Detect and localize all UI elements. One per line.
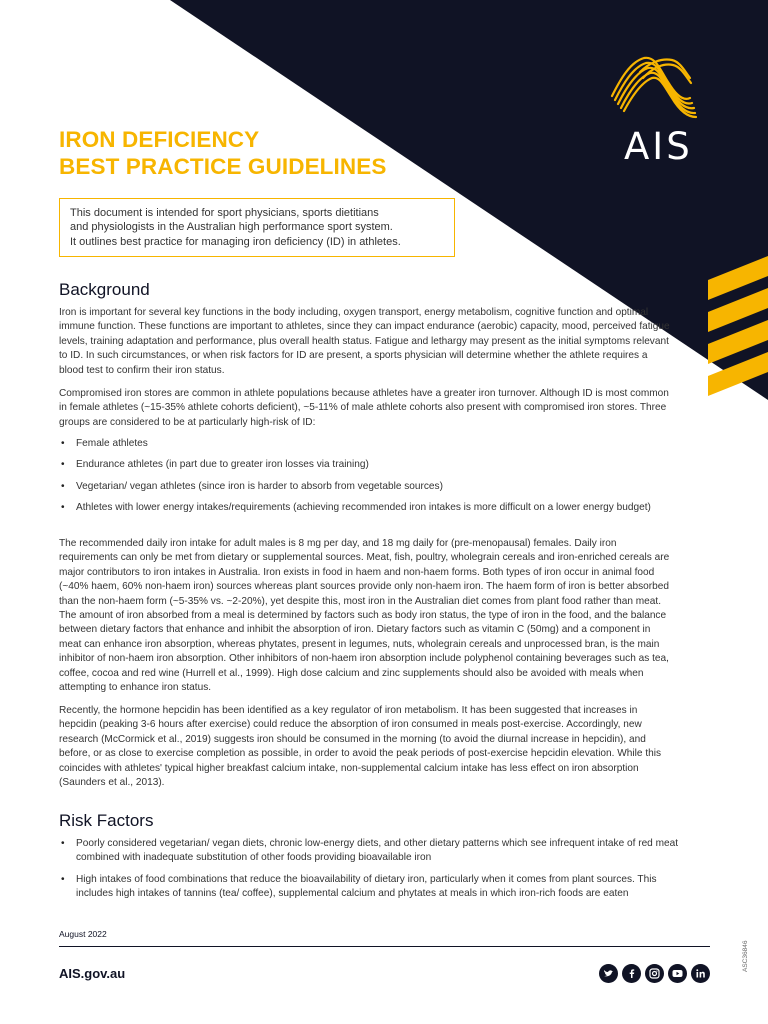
title-line-1: IRON DEFICIENCY [59,127,260,152]
intro-line-2: and physiologists in the Australian high performance sport system. [70,221,393,234]
risk-factors-heading: Risk Factors [59,811,154,830]
list-item: • Female athletes [59,437,684,451]
document-code: ASC36846 [742,940,749,972]
list-item: • Vegetarian/ vegan athletes (since iron is harder to absorb from vegetable sources) [59,480,684,494]
list-item: • Athletes with lower energy intakes/requirements (achieving recommended iron intakes is more difficult on a lower energy budget) [59,501,684,515]
footer-divider [59,946,710,947]
facebook-icon[interactable] [622,964,641,983]
title-line-2: BEST PRACTICE GUIDELINES [59,154,387,179]
background-paragraph-3: The recommended daily iron intake for adult males is 8 mg per day, and 18 mg daily for (pre-menopausal) females. Daily iron requirements can only be met from dietary or supplemental sources. Meat, fish, poultry, wholegrain cereals and iron-enriched cereals are major contributors to iron intakes in Australia. Iron exists in food in haem and non-haem forms. Both types of iron occur in animal food (~40% haem, 60% non-haem iron) sources whereas plant sources provide only non-haem iron. The haem form of iron is better absorbed than the non-haem form (~5-35% vs. ~2-20%), yet despite this, most iron in the Australian diet comes from plant food rather than meat. The amount of iron absorbed from a meal is determined by factors such as body iron status, the type of iron in the food, and the balance between dietary factors that enhance and inhibit the absorption of iron. Dietary factors such as vitamin C (50mg) and a component in meat can enhance iron absorption, whereas phytates, present in legumes, nuts, wholegrain cereals and unprocessed bran, is the main inhibitor of non-haem iron absorption. Other inhibitors of non-haem iron absorption include polyphenol containing beverages such as tea, coffee, cocoa and red wine (Hurrell et al., 1999). High dose calcium and zinc supplements should also be avoided with meals when attempting to enhance iron status. [59,538,670,694]
high-risk-groups-list [59,437,684,523]
intro-line-3: It outlines best practice for managing iron deficiency (ID) in athletes. [70,235,401,248]
website-link[interactable]: AIS.gov.au [59,966,126,981]
linkedin-icon[interactable] [691,964,710,983]
list-item: • High intakes of food combinations that reduce the bioavailability of dietary iron, particularly when it comes from plant sources. This includes high intakes of tannins (tea/ coffee), supplemental calcium and phytates at meals in which iron-rich foods are eaten [59,873,684,902]
instagram-icon[interactable] [645,964,664,983]
intro-line-1: This document is intended for sport physicians, sports dietitians [70,207,379,219]
page-title [59,126,386,180]
background-paragraph-2: Compromised iron stores are common in athlete populations because athletes have a greater iron turnover. Although ID is most common in female athletes (~15-35% athlete cohorts deficient), ~5-11% of male athlete cohorts also present with compromised iron stores. Three groups are considered to be at particularly high-risk of ID: [59,388,669,428]
risk-factors-list [59,837,684,909]
background-heading: Background [59,280,150,299]
intro-box [59,198,455,257]
ais-logo-text: AIS [624,125,693,168]
background-paragraph-4: Recently, the hormone hepcidin has been identified as a key regulator of iron metabolism. It has been suggested that increases in hepcidin (peaking 3-6 hours after exercise) could reduce the absorption of iron consumed in meals post-exercise. Accordingly, new research (McCormick et al., 2019) suggests iron should be consumed in the morning (to avoid the diurnal increase in hepcidin), and before, or as close to exercise completion as possible, in order to avoid the peak periods of post-exercise hepcidin elevation. While this coincides with athletes' typical higher breakfast calcium intake, non-supplemental calcium intake has less effect on iron absorption (Saunders et al., 2013). [59,705,662,789]
list-item: • Poorly considered vegetarian/ vegan diets, chronic low-energy diets, and other dietary patterns which see infrequent intake of red meat combined with inadequate substitution of other foods providing bioavailable iron [59,837,684,866]
background-paragraph-1: Iron is important for several key functions in the body including, oxygen transport, energy metabolism, cognitive function and optimal immune function. These functions are important to athletes, since they can impact endurance (aerobic) capacity, mood, perceived fatigue levels, training adaptation and performance, plus overall health status. Fatigue and lethargy may present as the initial symptoms relevant to ID. In such circumstances, or when risk factors for ID are present, a sports physician will determine whether the athlete requires a blood test to confirm their iron status. [59,307,670,376]
twitter-icon[interactable] [599,964,618,983]
list-item: • Endurance athletes (in part due to greater iron losses via training) [59,458,684,472]
youtube-icon[interactable] [668,964,687,983]
footer-date: August 2022 [59,929,107,939]
